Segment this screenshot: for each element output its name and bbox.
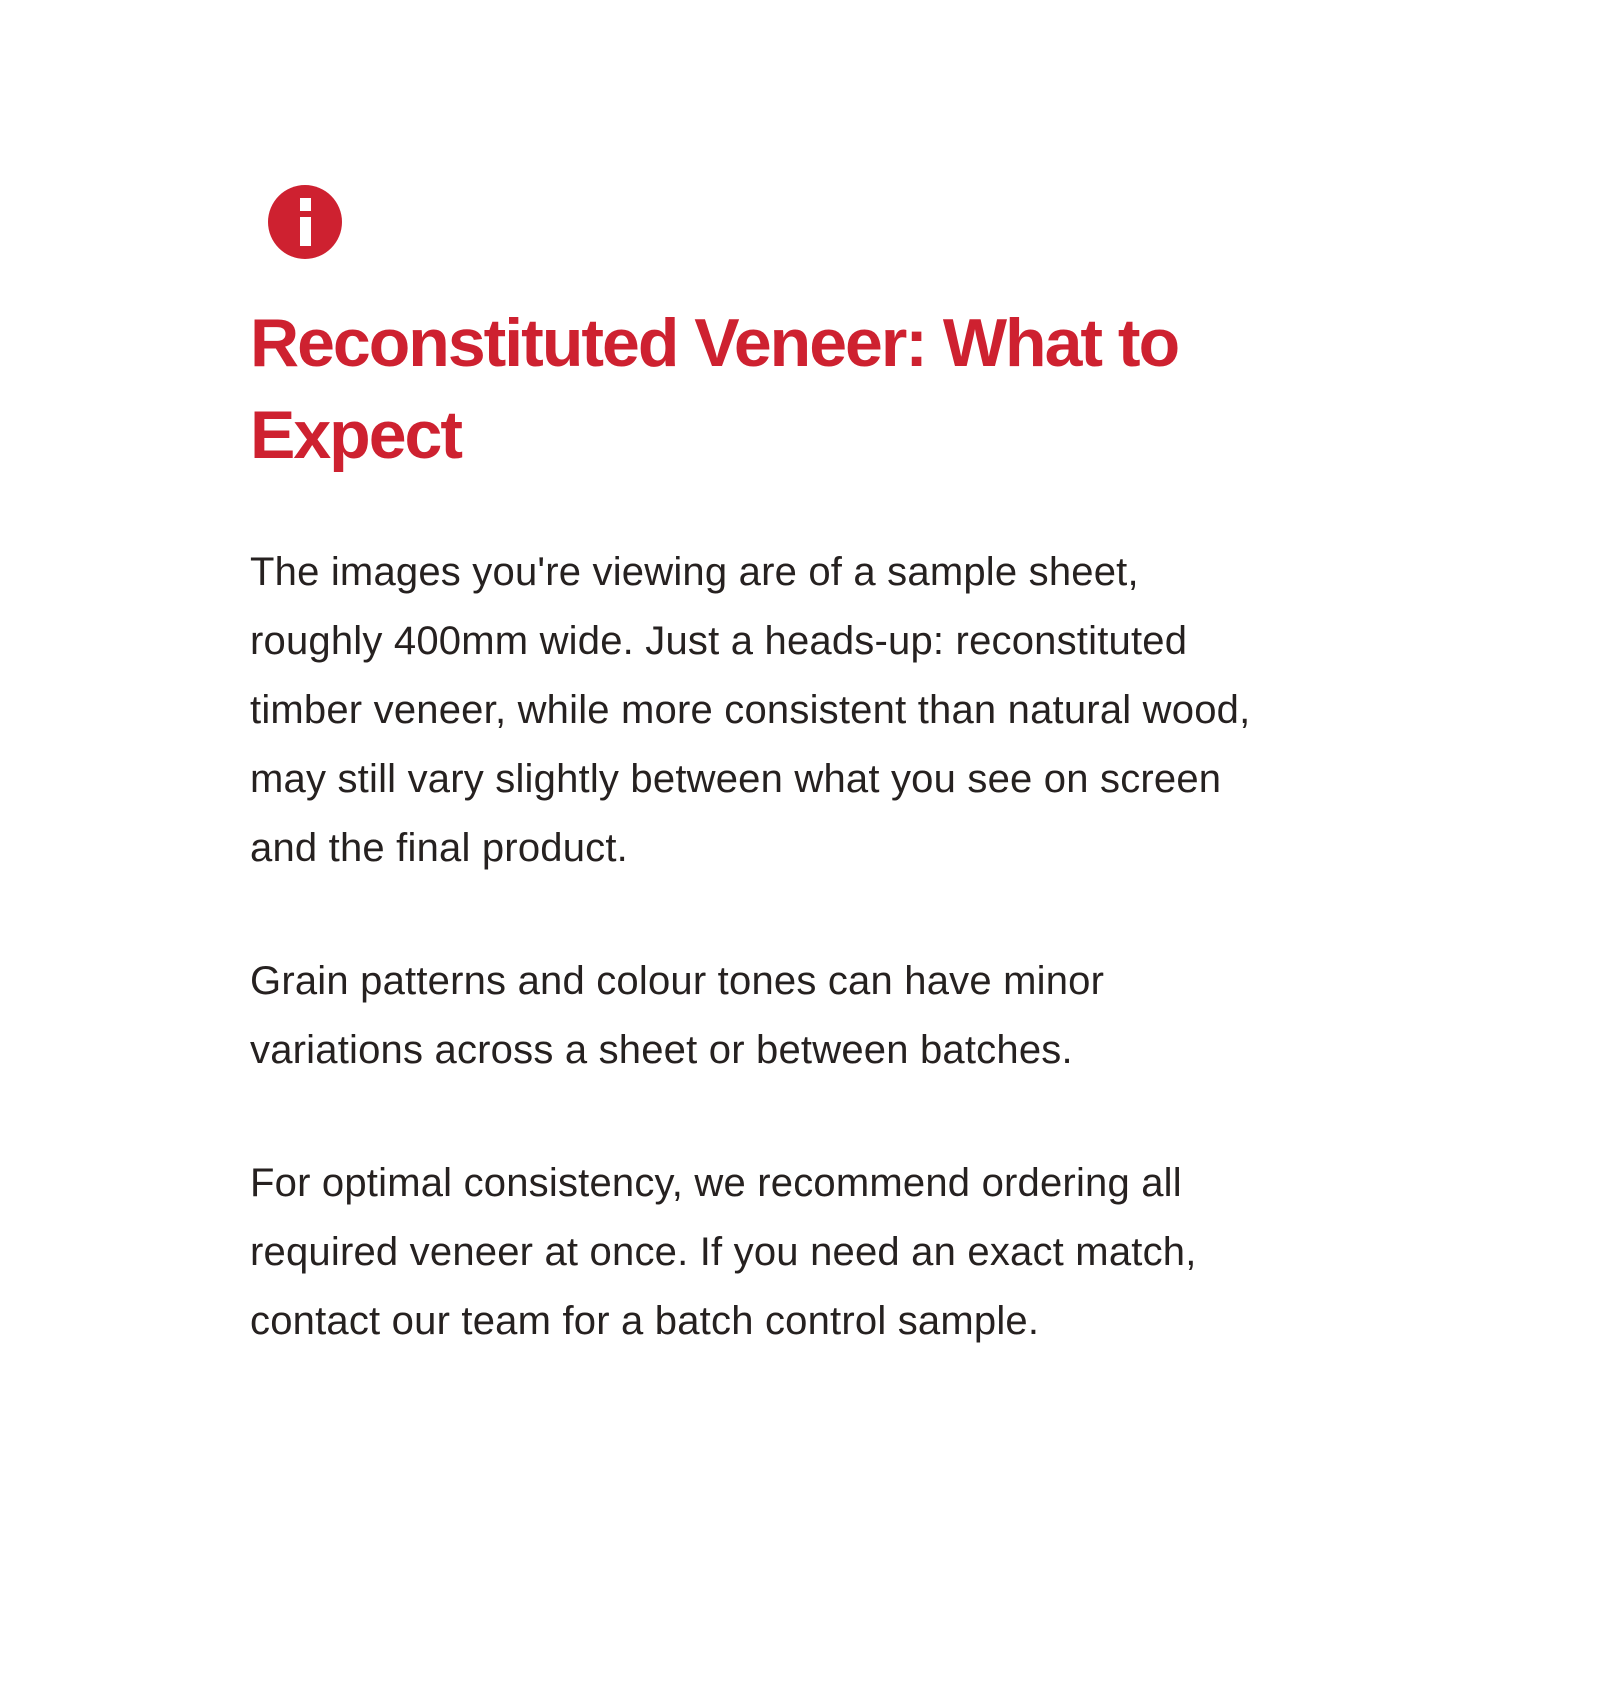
- info-icon-dot: [300, 198, 311, 211]
- section-title-line-1: Reconstituted Veneer: What to: [250, 305, 1179, 381]
- paragraph-sample-sheet: The images you're viewing are of a sample sheet, roughly 400mm wide. Just a heads-up: reconstituted timber veneer, while more consistent than natural wood, may still vary slightly between what you see on screen and the final product.: [250, 550, 1251, 870]
- paragraph-grain-variation: Grain patterns and colour tones can have minor variations across a sheet or between batches.: [250, 959, 1105, 1072]
- paragraph-ordering-advice: For optimal consistency, we recommend ordering all required veneer at once. If you need an exact match, contact our team for a batch control sample.: [250, 1161, 1197, 1343]
- info-icon-stem: [300, 217, 311, 246]
- notice-section: [250, 0, 1255, 1356]
- info-icon: [268, 185, 342, 259]
- notice-body: [250, 538, 1255, 1356]
- section-title-line-2: Expect: [250, 397, 461, 473]
- section-title: [250, 297, 1255, 481]
